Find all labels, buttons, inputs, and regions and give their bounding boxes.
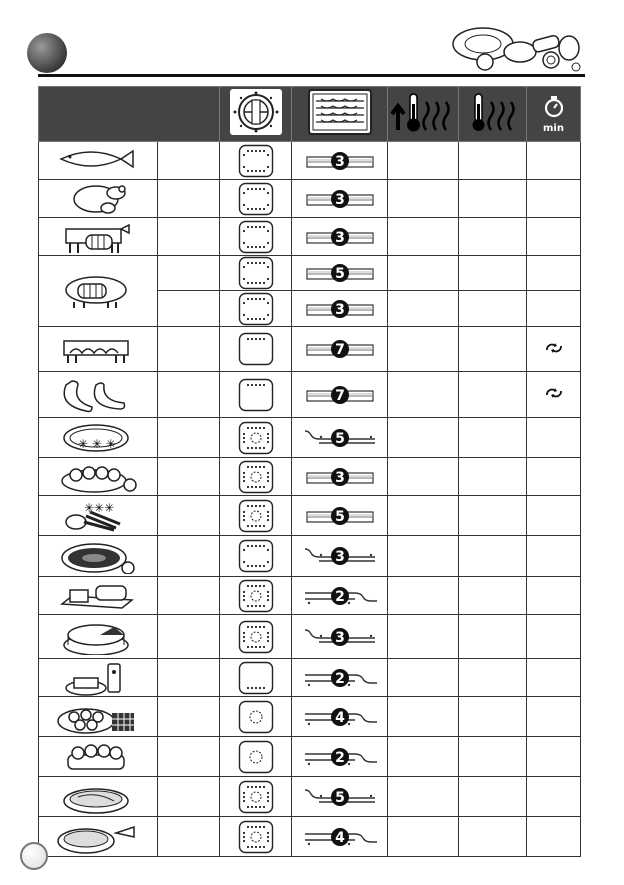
shelf-level-label: 5 — [334, 430, 345, 447]
food-cell — [39, 458, 158, 496]
mode-cell — [220, 697, 292, 737]
mode-cell — [220, 327, 292, 372]
frozen-fries-icon — [56, 498, 140, 534]
mode-cell — [220, 777, 292, 817]
food-header-illustration-icon — [445, 22, 585, 78]
temp-cell — [459, 536, 527, 577]
mode-fan-icon — [238, 499, 274, 533]
weight-cell — [158, 577, 220, 615]
table-row — [39, 496, 581, 536]
weight-cell — [158, 697, 220, 737]
mode-bottom-icon — [238, 661, 274, 695]
shelf-level-label: 3 — [334, 153, 345, 170]
temp-up-cell — [388, 180, 459, 218]
weight-cell — [158, 659, 220, 697]
header-temp — [459, 87, 527, 142]
weight-cell — [158, 458, 220, 496]
temperature-up-icon — [388, 90, 458, 134]
temp-cell — [459, 496, 527, 536]
time-cell — [527, 256, 581, 291]
shelf-level-label: 5 — [334, 508, 345, 525]
time-cell — [527, 615, 581, 659]
weight-cell — [158, 615, 220, 659]
shelf-level-icon — [299, 334, 381, 364]
shelf-cell — [292, 256, 388, 291]
temp-cell — [459, 659, 527, 697]
shelf-cell — [292, 372, 388, 418]
mode-conventional-icon — [238, 220, 274, 254]
shelf-level-icon — [299, 222, 381, 252]
time-cell — [527, 327, 581, 372]
time-cell — [527, 291, 581, 327]
temp-up-cell — [388, 817, 459, 857]
mode-cell — [220, 737, 292, 777]
mode-conventional-icon — [238, 144, 274, 178]
time-cell — [527, 697, 581, 737]
food-cell — [39, 697, 158, 737]
temp-up-cell — [388, 142, 459, 180]
food-cell — [39, 777, 158, 817]
stuffed-tomatoes-icon — [56, 459, 140, 495]
shelf-cell — [292, 536, 388, 577]
table-row — [39, 458, 581, 496]
chicken-icon — [56, 181, 140, 217]
temp-cell — [459, 737, 527, 777]
temp-cell — [459, 218, 527, 256]
time-cell — [527, 418, 581, 458]
temp-up-cell — [388, 218, 459, 256]
mode-cell — [220, 372, 292, 418]
time-cell — [527, 218, 581, 256]
temp-cell — [459, 372, 527, 418]
shelf-rack-icon — [307, 88, 373, 136]
food-cell — [39, 142, 158, 180]
mode-conventional-icon — [238, 182, 274, 216]
shelf-level-icon — [299, 294, 381, 324]
apple-tart-icon — [56, 538, 140, 574]
shelf-level-label: 3 — [334, 191, 345, 208]
food-cell — [39, 327, 158, 372]
header-time — [527, 87, 581, 142]
beef-roast-icon — [56, 219, 140, 255]
temp-up-cell — [388, 458, 459, 496]
time-cell — [527, 659, 581, 697]
food-cell — [39, 536, 158, 577]
mode-fan-icon — [238, 460, 274, 494]
table-row — [39, 536, 581, 577]
header-shelf — [292, 87, 388, 142]
temp-cell — [459, 180, 527, 218]
mode-fan-icon — [238, 579, 274, 613]
shelf-cell — [292, 817, 388, 857]
shelf-level-icon — [299, 822, 381, 852]
temp-up-cell — [388, 327, 459, 372]
shelf-level-label: 3 — [334, 549, 345, 565]
header-temp-up — [388, 87, 459, 142]
creme-caramel-icon — [56, 660, 140, 696]
mode-cell — [220, 577, 292, 615]
food-cell — [39, 817, 158, 857]
temp-cell — [459, 777, 527, 817]
mode-cell — [220, 458, 292, 496]
mode-ringfan-icon — [238, 740, 274, 774]
shelf-level-label: 2 — [334, 670, 345, 687]
time-cell — [527, 180, 581, 218]
weight-cell — [158, 817, 220, 857]
table-row — [39, 659, 581, 697]
shelf-level-label: 3 — [334, 229, 345, 246]
shelf-level-label: 5 — [334, 266, 345, 282]
table-row — [39, 218, 581, 256]
page-marker-icon — [27, 33, 67, 73]
timer-icon — [542, 95, 566, 119]
table-row — [39, 737, 581, 777]
turn-icon — [544, 341, 564, 355]
shelf-cell — [292, 418, 388, 458]
shelf-cell — [292, 577, 388, 615]
shelf-cell — [292, 218, 388, 256]
header-rule — [38, 74, 585, 77]
table-row — [39, 180, 581, 218]
tartlets-waffles-icon — [56, 699, 140, 735]
time-cell — [527, 817, 581, 857]
mode-cell — [220, 418, 292, 458]
mode-conventional-icon — [238, 292, 274, 326]
shelf-level-label: 7 — [334, 387, 345, 404]
shelf-cell — [292, 496, 388, 536]
pork-roast-icon — [56, 272, 140, 310]
food-cell — [39, 659, 158, 697]
temp-cell — [459, 327, 527, 372]
table-row — [39, 777, 581, 817]
oven-mode-icon — [228, 87, 284, 137]
food-cell — [39, 577, 158, 615]
shelf-level-icon — [299, 622, 381, 652]
shelf-cell — [292, 737, 388, 777]
temp-cell — [459, 615, 527, 659]
shelf-level-label: 2 — [334, 749, 345, 766]
muffins-icon — [56, 739, 140, 775]
food-cell — [39, 180, 158, 218]
mode-cell — [220, 615, 292, 659]
weight-cell — [158, 418, 220, 458]
shelf-cell — [292, 291, 388, 327]
quiche-icon — [56, 779, 140, 815]
mode-fan-icon — [238, 780, 274, 814]
time-cell — [527, 142, 581, 180]
mode-fan-icon — [238, 620, 274, 654]
table-row — [39, 418, 581, 458]
shelf-level-label: 2 — [334, 588, 345, 605]
mode-cell — [220, 817, 292, 857]
table-header-row — [39, 87, 581, 142]
weight-cell — [158, 256, 220, 291]
temp-cell — [459, 817, 527, 857]
weight-cell — [158, 327, 220, 372]
bread-loaf-icon — [56, 578, 140, 614]
temp-cell — [459, 142, 527, 180]
shelf-level-label: 5 — [334, 789, 345, 806]
food-cell — [39, 418, 158, 458]
temp-up-cell — [388, 256, 459, 291]
shelf-level-icon — [299, 462, 381, 492]
shelf-level-icon — [299, 541, 381, 571]
frozen-pizza-icon — [56, 420, 140, 456]
pizza-slice-icon — [56, 819, 140, 855]
fish-icon — [56, 143, 140, 179]
food-cell — [39, 218, 158, 256]
shelf-cell — [292, 327, 388, 372]
time-cell — [527, 496, 581, 536]
shelf-level-label: 3 — [334, 629, 345, 646]
food-cell — [39, 496, 158, 536]
shelf-cell — [292, 777, 388, 817]
shelf-cell — [292, 458, 388, 496]
page-number-badge — [20, 842, 48, 870]
shelf-level-icon — [299, 258, 381, 288]
shelf-level-icon — [299, 423, 381, 453]
shelf-cell — [292, 659, 388, 697]
temp-cell — [459, 577, 527, 615]
temp-up-cell — [388, 418, 459, 458]
shelf-level-icon — [299, 702, 381, 732]
mode-conventional-icon — [238, 539, 274, 573]
weight-cell — [158, 218, 220, 256]
temp-up-cell — [388, 659, 459, 697]
pork-ribs-icon — [56, 331, 140, 367]
shelf-cell — [292, 697, 388, 737]
temperature-icon — [465, 90, 521, 134]
food-cell — [39, 372, 158, 418]
weight-cell — [158, 142, 220, 180]
shelf-level-icon — [299, 742, 381, 772]
mode-cell — [220, 536, 292, 577]
mode-cell — [220, 180, 292, 218]
mode-cell — [220, 496, 292, 536]
table-row — [39, 697, 581, 737]
temp-cell — [459, 291, 527, 327]
table-row — [39, 327, 581, 372]
mode-cell — [220, 256, 292, 291]
temp-cell — [459, 418, 527, 458]
mode-cell — [220, 291, 292, 327]
temp-up-cell — [388, 372, 459, 418]
turn-icon — [544, 386, 564, 400]
shelf-cell — [292, 615, 388, 659]
temp-up-cell — [388, 291, 459, 327]
mode-conventional-icon — [238, 256, 274, 290]
weight-cell — [158, 777, 220, 817]
shelf-level-label: 4 — [334, 829, 345, 846]
mode-top-icon — [238, 378, 274, 412]
weight-cell — [158, 737, 220, 777]
cooking-table — [38, 86, 581, 857]
time-cell — [527, 777, 581, 817]
weight-cell — [158, 536, 220, 577]
food-cell — [39, 737, 158, 777]
shelf-level-icon — [299, 501, 381, 531]
mode-cell — [220, 659, 292, 697]
food-cell — [39, 256, 158, 327]
shelf-cell — [292, 142, 388, 180]
temp-cell — [459, 256, 527, 291]
temp-cell — [459, 697, 527, 737]
temp-up-cell — [388, 615, 459, 659]
weight-cell — [158, 180, 220, 218]
time-cell — [527, 737, 581, 777]
mode-fan-icon — [238, 421, 274, 455]
mode-ringfan-icon — [238, 700, 274, 734]
svg-text:✳✳✳: ✳✳✳ — [84, 500, 115, 515]
temp-up-cell — [388, 737, 459, 777]
shelf-level-icon — [299, 581, 381, 611]
shelf-level-icon — [299, 380, 381, 410]
table-row — [39, 615, 581, 659]
shelf-level-icon — [299, 184, 381, 214]
shelf-level-icon — [299, 663, 381, 693]
temp-up-cell — [388, 577, 459, 615]
time-cell — [527, 577, 581, 615]
mode-cell — [220, 142, 292, 180]
shelf-cell — [292, 180, 388, 218]
time-cell — [527, 372, 581, 418]
sausages-icon — [56, 377, 140, 413]
min-label: min — [543, 122, 564, 134]
table-row — [39, 817, 581, 857]
header-mode — [220, 87, 292, 142]
header-food — [39, 87, 220, 142]
shelf-level-label: 3 — [334, 301, 345, 318]
weight-cell — [158, 496, 220, 536]
temp-up-cell — [388, 777, 459, 817]
svg-text:✳ ✳ ✳: ✳ ✳ ✳ — [78, 436, 116, 451]
weight-cell — [158, 291, 220, 327]
temp-up-cell — [388, 496, 459, 536]
shelf-level-label: 4 — [334, 709, 345, 726]
shelf-level-label: 7 — [334, 342, 345, 358]
mode-fan-icon — [238, 820, 274, 854]
mode-top-icon — [238, 332, 274, 366]
time-cell — [527, 458, 581, 496]
temp-cell — [459, 458, 527, 496]
table-row — [39, 577, 581, 615]
shelf-level-icon — [299, 782, 381, 812]
cheesecake-icon — [56, 619, 140, 655]
shelf-level-icon — [299, 146, 381, 176]
table-row — [39, 142, 581, 180]
weight-cell — [158, 372, 220, 418]
table-row — [39, 256, 581, 291]
table-row — [39, 372, 581, 418]
food-cell — [39, 615, 158, 659]
mode-cell — [220, 218, 292, 256]
time-cell — [527, 536, 581, 577]
temp-up-cell — [388, 697, 459, 737]
shelf-level-label: 3 — [334, 469, 345, 486]
temp-up-cell — [388, 536, 459, 577]
